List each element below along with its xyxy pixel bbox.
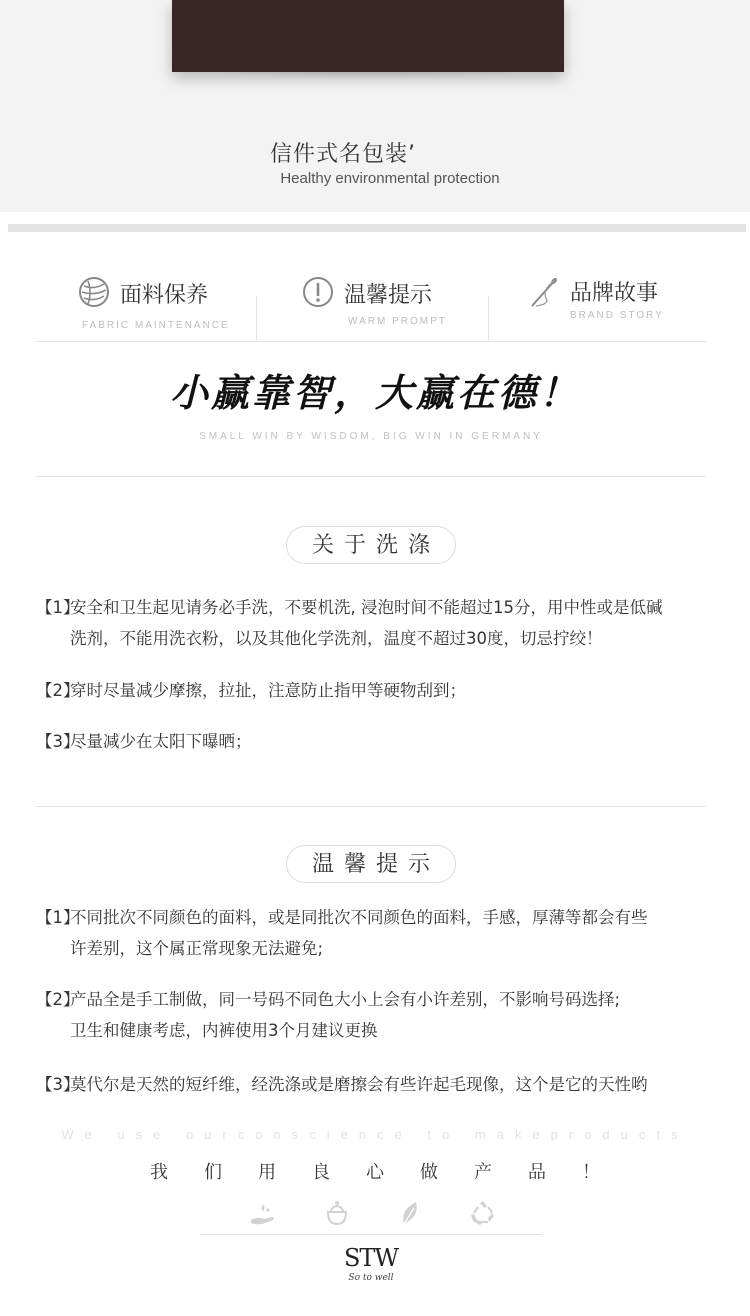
washing-divider [36, 806, 706, 807]
item-text: 莫代尔是天然的短纤维，经洗涤或是磨擦会有些许起毛现像，这个是它的天性哟 [70, 1075, 648, 1094]
packaging-box-image [172, 0, 564, 72]
brand-tagline: So to well [348, 1273, 394, 1283]
tips-item-3 [36, 1069, 726, 1100]
washing-item-2 [36, 675, 726, 706]
footer-divider [200, 1234, 542, 1235]
needle-thread-icon [528, 276, 560, 308]
nav-sublabel: BRAND STORY [570, 310, 664, 321]
nav-divider [488, 296, 489, 340]
packaging-subtitle: Healthy environmental protection [280, 170, 500, 187]
item-text: 安全和卫生起见请务必手洗，不要机洗, 浸泡时间不能超过15分，用中性或是低碱 [70, 598, 663, 617]
packaging-title: 信件式名包装’ [270, 142, 416, 167]
nav-label: 温馨提示 [344, 283, 433, 308]
item-number: 【2】 [36, 990, 80, 1009]
nav-divider [256, 296, 257, 340]
pot-icon [322, 1198, 352, 1228]
item-text-cont: 卫生和健康考虑，内裤使用3个月建议更换 [70, 1021, 378, 1040]
nav-sublabel: WARM PROMPT [348, 316, 447, 327]
footer-motto-char: 做 [420, 1162, 438, 1183]
slogan-divider [36, 476, 706, 477]
nav-label: 面料保养 [120, 283, 209, 308]
item-number: 【3】 [36, 1075, 80, 1094]
tips-item-1 [36, 902, 726, 964]
recycle-icon [468, 1198, 498, 1228]
item-number: 【3】 [36, 732, 80, 751]
washing-section-title: 关于洗涤 [286, 526, 456, 564]
footer-motto-char: 品 [528, 1162, 546, 1183]
footer-motto-char: 产 [474, 1162, 492, 1183]
leaf-icon [396, 1198, 426, 1228]
slogan-calligraphy: 小赢靠智，大赢在德！ [169, 370, 580, 415]
brand-logo: STW [343, 1244, 399, 1272]
item-text: 产品全是手工制做，同一号码不同色大小上会有小许差别，不影响号码选择; [70, 990, 621, 1009]
nav-sublabel: FABRIC MAINTENANCE [82, 320, 230, 331]
footer-motto-char: 心 [366, 1162, 384, 1183]
item-text: 不同批次不同颜色的面料，或是同批次不同颜色的面料，手感，厚薄等都会有些 [70, 908, 648, 927]
tips-item-2 [36, 984, 726, 1046]
footer-motto-char: 用 [258, 1162, 276, 1183]
footer-english-motto: We use ourconscience to makeproducts [61, 1127, 689, 1142]
tips-section-title: 温馨提示 [286, 845, 456, 883]
slogan-subtitle: SMALL WIN BY WISDOM, BIG WIN IN GERMANY [199, 431, 543, 442]
nav-label: 品牌故事 [570, 281, 659, 306]
item-number: 【1】 [36, 598, 80, 617]
hand-water-icon [248, 1198, 278, 1228]
footer-motto-char: 良 [312, 1162, 330, 1183]
footer-motto-char: 们 [204, 1162, 222, 1183]
footer-motto-char: ！ [582, 1162, 600, 1183]
item-text: 尽量减少在太阳下曝晒； [70, 732, 252, 751]
item-number: 【1】 [36, 908, 80, 927]
item-text-cont: 洗剂，不能用洗衣粉，以及其他化学洗剂，温度不超过30度，切忌拧绞！ [70, 629, 603, 648]
washing-item-1 [36, 592, 726, 654]
item-text-cont: 许差别，这个属正常现象无法避免; [70, 939, 324, 958]
section-divider-bar [8, 224, 746, 232]
washing-item-3 [36, 726, 726, 757]
footer-motto-char: 我 [150, 1162, 168, 1183]
exclamation-circle-icon [302, 276, 334, 308]
item-text: 穿时尽量减少摩擦，拉扯，注意防止指甲等硬物刮到； [70, 681, 466, 700]
item-number: 【2】 [36, 681, 80, 700]
nav-bottom-divider [36, 341, 706, 342]
yarn-ball-icon [78, 276, 110, 308]
